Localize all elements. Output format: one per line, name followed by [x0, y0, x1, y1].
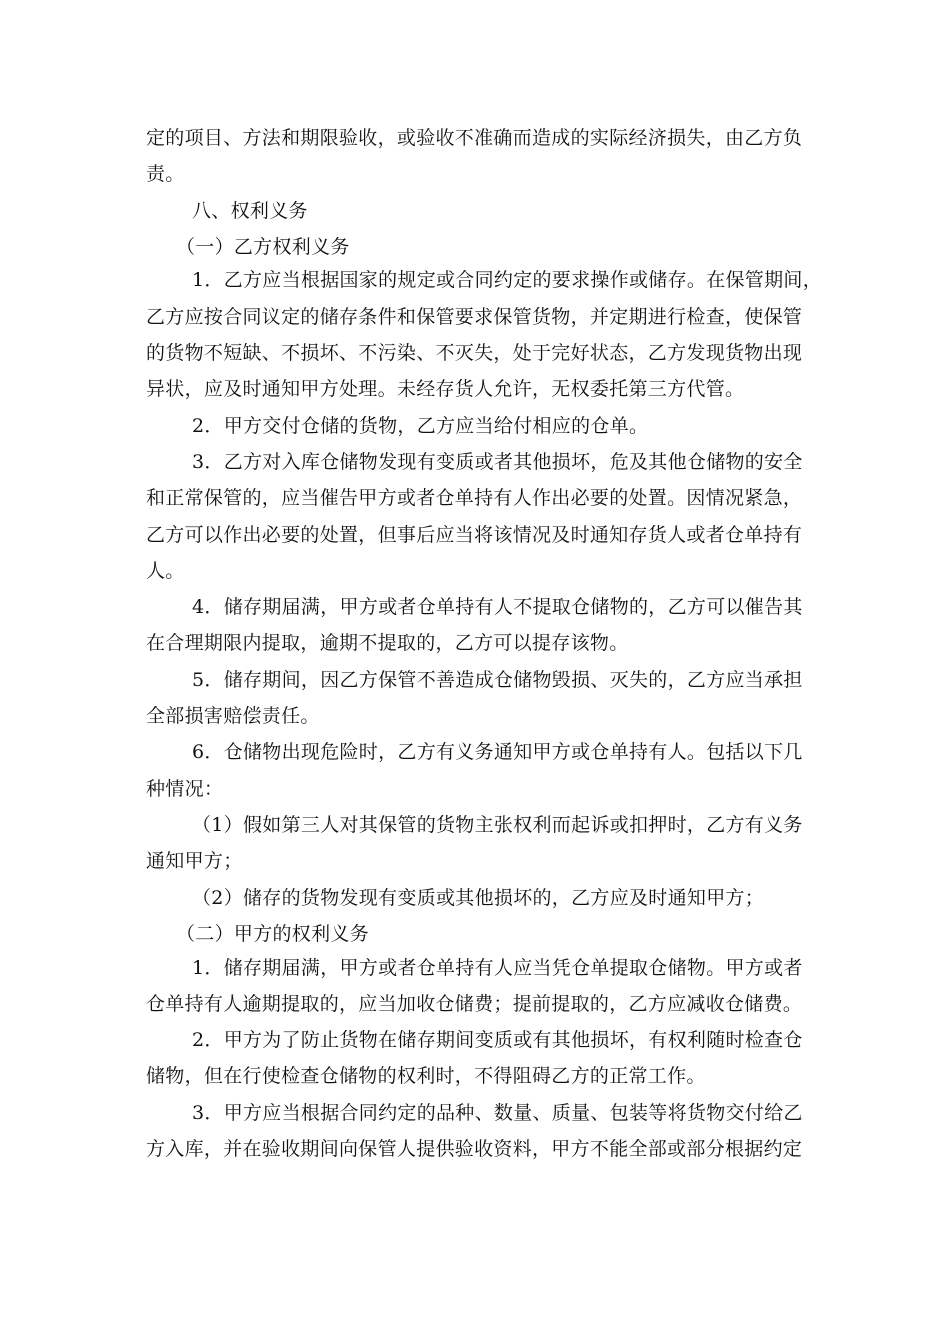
text-line: 和正常保管的，应当催告甲方或者仓单持有人作出必要的处置。因情况紧急，	[146, 487, 803, 509]
section-heading: 八、权利义务	[192, 200, 308, 222]
text-line: 在合理期限内提取，逾期不提取的，乙方可以提存该物。	[146, 632, 629, 654]
text-line: 仓单持有人逾期提取的，应当加收仓储费；提前提取的，乙方应减收仓储费。	[146, 993, 803, 1015]
text-line: 2．甲方为了防止货物在储存期间变质或有其他损坏，有权利随时检查仓	[192, 1029, 803, 1051]
subsection-heading: （一）乙方权利义务	[176, 236, 350, 258]
text-line: （2）储存的货物发现有变质或其他损坏的，乙方应及时通知甲方；	[192, 887, 765, 909]
text-line: 定的项目、方法和期限验收，或验收不准确而造成的实际经济损失，由乙方负	[146, 127, 803, 149]
text-line: 人。	[146, 560, 185, 582]
text-line: 1．乙方应当根据国家的规定或合同约定的要求操作或储存。在保管期间，	[192, 269, 822, 291]
text-line: 5．储存期间，因乙方保管不善造成仓储物毁损、灭失的，乙方应当承担	[192, 669, 803, 691]
text-line: 方入库，并在验收期间向保管人提供验收资料，甲方不能全部或部分根据约定	[146, 1138, 803, 1160]
text-line: 全部损害赔偿责任。	[146, 705, 320, 727]
text-line: 1．储存期届满，甲方或者仓单持有人应当凭仓单提取仓储物。甲方或者	[192, 957, 803, 979]
text-line: 储物，但在行使检查仓储物的权利时，不得阻碍乙方的正常工作。	[146, 1065, 706, 1087]
text-line: 3．甲方应当根据合同约定的品种、数量、质量、包装等将货物交付给乙	[192, 1102, 803, 1124]
text-line: 4．储存期届满，甲方或者仓单持有人不提取仓储物的，乙方可以催告其	[192, 596, 803, 618]
text-line: 种情况：	[146, 778, 224, 800]
text-line: 2．甲方交付仓储的货物，乙方应当给付相应的仓单。	[192, 415, 649, 437]
subsection-heading: （二）甲方的权利义务	[176, 923, 370, 945]
text-line: 的货物不短缺、不损坏、不污染、不灭失，处于完好状态，乙方发现货物出现	[146, 342, 803, 364]
text-line: 乙方可以作出必要的处置，但事后应当将该情况及时通知存货人或者仓单持有	[146, 524, 803, 546]
text-line: 异状，应及时通知甲方处理。未经存货人允许，无权委托第三方代管。	[146, 378, 745, 400]
text-line: 通知甲方；	[146, 850, 243, 872]
text-line: （1）假如第三人对其保管的货物主张权利而起诉或扣押时，乙方有义务	[192, 814, 803, 836]
text-line: 乙方应按合同议定的储存条件和保管要求保管货物，并定期进行检查，使保管	[146, 306, 803, 328]
text-line: 责。	[146, 163, 185, 185]
text-line: 3．乙方对入库仓储物发现有变质或者其他损坏，危及其他仓储物的安全	[192, 451, 803, 473]
text-line: 6．仓储物出现危险时，乙方有义务通知甲方或仓单持有人。包括以下几	[192, 741, 803, 763]
